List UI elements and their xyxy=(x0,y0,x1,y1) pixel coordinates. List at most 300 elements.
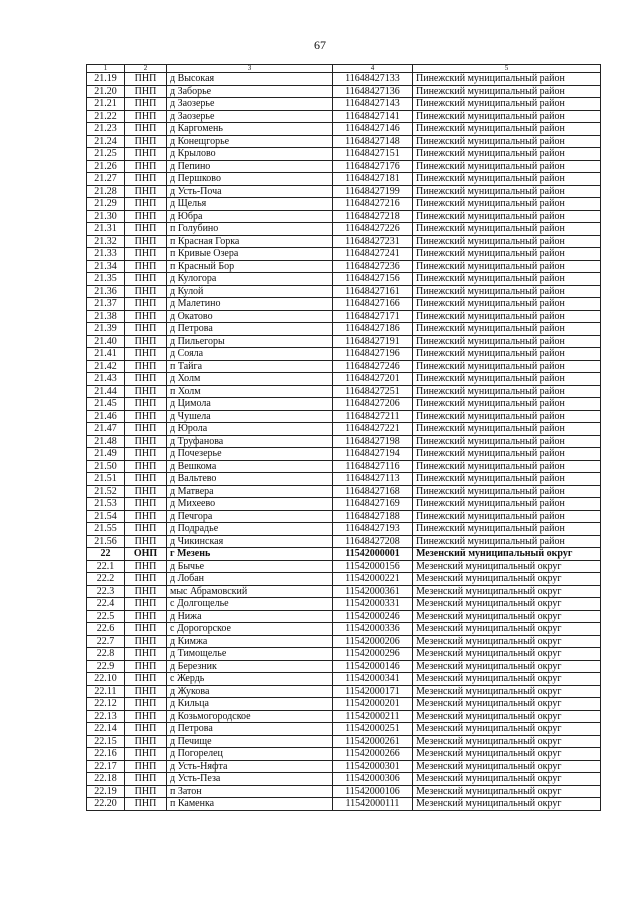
cell-settlement-name: д Погорелец xyxy=(167,748,333,761)
cell-type: ПНП xyxy=(125,210,167,223)
cell-number: 22.9 xyxy=(87,660,125,673)
cell-code: 11648427146 xyxy=(333,123,413,136)
table-row xyxy=(87,710,601,723)
cell-type: ПНП xyxy=(125,335,167,348)
cell-type: ПНП xyxy=(125,298,167,311)
table-row xyxy=(87,648,601,661)
cell-district: Пинежский муниципальный район xyxy=(413,510,601,523)
cell-district: Пинежский муниципальный район xyxy=(413,198,601,211)
cell-district: Пинежский муниципальный район xyxy=(413,98,601,111)
cell-type: ПНП xyxy=(125,173,167,186)
cell-type: ПНП xyxy=(125,598,167,611)
cell-type: ПНП xyxy=(125,260,167,273)
cell-number: 22.3 xyxy=(87,585,125,598)
table-row xyxy=(87,248,601,261)
cell-type: ПНП xyxy=(125,560,167,573)
cell-code: 11648427206 xyxy=(333,398,413,411)
table-row xyxy=(87,635,601,648)
cell-code: 11542000336 xyxy=(333,623,413,636)
cell-settlement-name: д Кимжа xyxy=(167,635,333,648)
cell-number: 21.34 xyxy=(87,260,125,273)
cell-settlement-name: д Усть-Поча xyxy=(167,185,333,198)
cell-type: ПНП xyxy=(125,660,167,673)
cell-type: ПНП xyxy=(125,235,167,248)
cell-district: Пинежский муниципальный район xyxy=(413,448,601,461)
table-row xyxy=(87,685,601,698)
cell-number: 21.36 xyxy=(87,285,125,298)
cell-district: Пинежский муниципальный район xyxy=(413,210,601,223)
cell-settlement-name: г Мезень xyxy=(167,548,333,561)
cell-district: Пинежский муниципальный район xyxy=(413,235,601,248)
cell-district: Мезенский муниципальный округ xyxy=(413,798,601,811)
cell-type: ПНП xyxy=(125,535,167,548)
cell-district: Пинежский муниципальный район xyxy=(413,223,601,236)
table-row xyxy=(87,448,601,461)
table-row xyxy=(87,623,601,636)
cell-settlement-name: д Першково xyxy=(167,173,333,186)
table-row xyxy=(87,85,601,98)
cell-number: 22.8 xyxy=(87,648,125,661)
cell-settlement-name: д Каргомень xyxy=(167,123,333,136)
cell-number: 21.54 xyxy=(87,510,125,523)
cell-code: 11648427226 xyxy=(333,223,413,236)
cell-settlement-name: д Матвера xyxy=(167,485,333,498)
cell-type: ПНП xyxy=(125,798,167,811)
cell-district: Мезенский муниципальный округ xyxy=(413,673,601,686)
cell-type: ПНП xyxy=(125,723,167,736)
cell-type: ПНП xyxy=(125,623,167,636)
table-row xyxy=(87,523,601,536)
table-row xyxy=(87,98,601,111)
cell-settlement-name: д Конещгорье xyxy=(167,135,333,148)
cell-type: ПНП xyxy=(125,510,167,523)
cell-settlement-name: д Подрадье xyxy=(167,523,333,536)
cell-settlement-name: д Заозерье xyxy=(167,110,333,123)
cell-settlement-name: д Усть-Няфта xyxy=(167,760,333,773)
cell-type: ПНП xyxy=(125,585,167,598)
cell-type: ПНП xyxy=(125,710,167,723)
cell-settlement-name: д Кильца xyxy=(167,698,333,711)
cell-district: Пинежский муниципальный район xyxy=(413,273,601,286)
header-col-type: 2 xyxy=(125,65,167,73)
table-row xyxy=(87,735,601,748)
cell-type: ПНП xyxy=(125,760,167,773)
cell-number: 22.19 xyxy=(87,785,125,798)
cell-number: 22.10 xyxy=(87,673,125,686)
cell-settlement-name: д Печище xyxy=(167,735,333,748)
table-row xyxy=(87,260,601,273)
cell-type: ПНП xyxy=(125,385,167,398)
cell-number: 21.29 xyxy=(87,198,125,211)
table-header xyxy=(87,65,601,73)
cell-type: ПНП xyxy=(125,85,167,98)
cell-type: ПНП xyxy=(125,148,167,161)
cell-type: ПНП xyxy=(125,648,167,661)
cell-settlement-name: д Юбра xyxy=(167,210,333,223)
cell-code: 11648427176 xyxy=(333,160,413,173)
cell-type: ПНП xyxy=(125,360,167,373)
cell-code: 11648427246 xyxy=(333,360,413,373)
cell-number: 21.50 xyxy=(87,460,125,473)
table-row xyxy=(87,423,601,436)
cell-type: ПНП xyxy=(125,223,167,236)
cell-district: Пинежский муниципальный район xyxy=(413,523,601,536)
cell-settlement-name: п Каменка xyxy=(167,798,333,811)
cell-district: Мезенский муниципальный округ xyxy=(413,773,601,786)
cell-district: Мезенский муниципальный округ xyxy=(413,560,601,573)
cell-code: 11542000246 xyxy=(333,610,413,623)
cell-code: 11542000106 xyxy=(333,785,413,798)
table-row xyxy=(87,160,601,173)
cell-settlement-name: д Бычье xyxy=(167,560,333,573)
cell-code: 11648427198 xyxy=(333,435,413,448)
cell-code: 11542000001 xyxy=(333,548,413,561)
cell-number: 21.28 xyxy=(87,185,125,198)
cell-code: 11648427193 xyxy=(333,523,413,536)
cell-settlement-name: д Березник xyxy=(167,660,333,673)
cell-type: ПНП xyxy=(125,748,167,761)
cell-code: 11542000331 xyxy=(333,598,413,611)
cell-number: 21.31 xyxy=(87,223,125,236)
cell-settlement-name: с Долгощелье xyxy=(167,598,333,611)
cell-district: Пинежский муниципальный район xyxy=(413,435,601,448)
cell-district: Пинежский муниципальный район xyxy=(413,398,601,411)
table-row xyxy=(87,373,601,386)
cell-district: Мезенский муниципальный округ xyxy=(413,585,601,598)
cell-type: ПНП xyxy=(125,473,167,486)
cell-number: 21.25 xyxy=(87,148,125,161)
cell-settlement-name: д Холм xyxy=(167,373,333,386)
cell-code: 11648427143 xyxy=(333,98,413,111)
header-col-code: 4 xyxy=(333,65,413,73)
cell-code: 11542000266 xyxy=(333,748,413,761)
table-row xyxy=(87,323,601,336)
cell-code: 11648427148 xyxy=(333,135,413,148)
cell-number: 21.53 xyxy=(87,498,125,511)
table-row xyxy=(87,310,601,323)
header-row xyxy=(87,65,601,73)
cell-number: 22.1 xyxy=(87,560,125,573)
cell-code: 11648427208 xyxy=(333,535,413,548)
table-row xyxy=(87,210,601,223)
cell-code: 11648427201 xyxy=(333,373,413,386)
cell-number: 22.2 xyxy=(87,573,125,586)
table-row xyxy=(87,585,601,598)
cell-number: 21.47 xyxy=(87,423,125,436)
cell-settlement-name: д Цимола xyxy=(167,398,333,411)
cell-district: Пинежский муниципальный район xyxy=(413,85,601,98)
table-row xyxy=(87,673,601,686)
cell-type: ПНП xyxy=(125,373,167,386)
cell-type: ПНП xyxy=(125,698,167,711)
table-row xyxy=(87,335,601,348)
table-row xyxy=(87,485,601,498)
cell-district: Мезенский муниципальный округ xyxy=(413,573,601,586)
cell-code: 11648427194 xyxy=(333,448,413,461)
cell-type: ОНП xyxy=(125,548,167,561)
cell-district: Пинежский муниципальный район xyxy=(413,135,601,148)
cell-number: 21.22 xyxy=(87,110,125,123)
cell-number: 21.30 xyxy=(87,210,125,223)
cell-type: ПНП xyxy=(125,323,167,336)
cell-number: 22.12 xyxy=(87,698,125,711)
cell-settlement-name: д Кулой xyxy=(167,285,333,298)
cell-settlement-name: д Заборье xyxy=(167,85,333,98)
table-row xyxy=(87,610,601,623)
cell-type: ПНП xyxy=(125,498,167,511)
cell-type: ПНП xyxy=(125,735,167,748)
cell-district: Пинежский муниципальный район xyxy=(413,73,601,86)
cell-district: Мезенский муниципальный округ xyxy=(413,735,601,748)
cell-number: 22 xyxy=(87,548,125,561)
cell-code: 11542000221 xyxy=(333,573,413,586)
table-row xyxy=(87,798,601,811)
cell-code: 11648427221 xyxy=(333,423,413,436)
table-row xyxy=(87,760,601,773)
header-col-district: 5 xyxy=(413,65,601,73)
cell-type: ПНП xyxy=(125,410,167,423)
table-row xyxy=(87,123,601,136)
table-body xyxy=(87,73,601,811)
table-row xyxy=(87,498,601,511)
cell-district: Пинежский муниципальный район xyxy=(413,148,601,161)
cell-district: Пинежский муниципальный район xyxy=(413,460,601,473)
cell-number: 21.44 xyxy=(87,385,125,398)
cell-district: Пинежский муниципальный район xyxy=(413,348,601,361)
cell-settlement-name: д Малетино xyxy=(167,298,333,311)
cell-district: Мезенский муниципальный округ xyxy=(413,635,601,648)
cell-code: 11648427166 xyxy=(333,298,413,311)
table-row xyxy=(87,660,601,673)
cell-code: 11542000211 xyxy=(333,710,413,723)
cell-type: ПНП xyxy=(125,110,167,123)
cell-district: Пинежский муниципальный район xyxy=(413,410,601,423)
cell-number: 22.17 xyxy=(87,760,125,773)
cell-code: 11542000251 xyxy=(333,723,413,736)
table-row xyxy=(87,198,601,211)
cell-type: ПНП xyxy=(125,673,167,686)
cell-code: 11542000146 xyxy=(333,660,413,673)
cell-settlement-name: д Пильегоры xyxy=(167,335,333,348)
cell-type: ПНП xyxy=(125,248,167,261)
cell-code: 11648427181 xyxy=(333,173,413,186)
settlements-table xyxy=(86,64,601,811)
cell-code: 11542000301 xyxy=(333,760,413,773)
table-row xyxy=(87,135,601,148)
table-row xyxy=(87,273,601,286)
cell-number: 22.20 xyxy=(87,798,125,811)
cell-code: 11648427188 xyxy=(333,510,413,523)
cell-number: 21.21 xyxy=(87,98,125,111)
table-row xyxy=(87,510,601,523)
cell-type: ПНП xyxy=(125,398,167,411)
cell-district: Мезенский муниципальный округ xyxy=(413,623,601,636)
cell-district: Пинежский муниципальный район xyxy=(413,260,601,273)
cell-settlement-name: д Петрова xyxy=(167,723,333,736)
cell-code: 11648427136 xyxy=(333,85,413,98)
table-row xyxy=(87,235,601,248)
table-row xyxy=(87,773,601,786)
cell-district: Пинежский муниципальный район xyxy=(413,248,601,261)
cell-code: 11648427141 xyxy=(333,110,413,123)
page-number: 67 xyxy=(314,38,326,52)
cell-code: 11648427168 xyxy=(333,485,413,498)
cell-code: 11648427133 xyxy=(333,73,413,86)
table-row xyxy=(87,598,601,611)
cell-number: 21.46 xyxy=(87,410,125,423)
cell-code: 11648427116 xyxy=(333,460,413,473)
cell-type: ПНП xyxy=(125,435,167,448)
table-row xyxy=(87,560,601,573)
cell-number: 21.19 xyxy=(87,73,125,86)
table-row xyxy=(87,185,601,198)
cell-code: 11648427171 xyxy=(333,310,413,323)
cell-number: 21.56 xyxy=(87,535,125,548)
cell-number: 21.27 xyxy=(87,173,125,186)
cell-settlement-name: д Нижа xyxy=(167,610,333,623)
cell-number: 22.15 xyxy=(87,735,125,748)
cell-district: Пинежский муниципальный район xyxy=(413,173,601,186)
table-row xyxy=(87,73,601,86)
header-col-number: 1 xyxy=(87,65,125,73)
cell-district: Мезенский муниципальный округ xyxy=(413,598,601,611)
table-row xyxy=(87,435,601,448)
table-row xyxy=(87,473,601,486)
cell-code: 11648427236 xyxy=(333,260,413,273)
cell-code: 11648427241 xyxy=(333,248,413,261)
cell-code: 11648427216 xyxy=(333,198,413,211)
cell-code: 11648427191 xyxy=(333,335,413,348)
cell-number: 22.4 xyxy=(87,598,125,611)
cell-number: 21.23 xyxy=(87,123,125,136)
table-row xyxy=(87,173,601,186)
cell-settlement-name: д Тимощелье xyxy=(167,648,333,661)
cell-district: Мезенский муниципальный округ xyxy=(413,723,601,736)
cell-type: ПНП xyxy=(125,685,167,698)
cell-number: 21.38 xyxy=(87,310,125,323)
cell-settlement-name: п Голубино xyxy=(167,223,333,236)
cell-settlement-name: п Затон xyxy=(167,785,333,798)
cell-code: 11648427161 xyxy=(333,285,413,298)
cell-settlement-name: д Щелья xyxy=(167,198,333,211)
cell-number: 21.42 xyxy=(87,360,125,373)
cell-number: 21.49 xyxy=(87,448,125,461)
table-row xyxy=(87,460,601,473)
cell-type: ПНП xyxy=(125,485,167,498)
cell-district: Пинежский муниципальный район xyxy=(413,323,601,336)
cell-settlement-name: д Вешкома xyxy=(167,460,333,473)
cell-district: Пинежский муниципальный район xyxy=(413,123,601,136)
cell-district: Пинежский муниципальный район xyxy=(413,373,601,386)
cell-code: 11648427251 xyxy=(333,385,413,398)
header-col-name: 3 xyxy=(167,65,333,73)
cell-code: 11648427169 xyxy=(333,498,413,511)
table-row xyxy=(87,723,601,736)
cell-code: 11648427186 xyxy=(333,323,413,336)
cell-settlement-name: д Кулогора xyxy=(167,273,333,286)
cell-number: 22.5 xyxy=(87,610,125,623)
cell-type: ПНП xyxy=(125,785,167,798)
cell-settlement-name: д Жукова xyxy=(167,685,333,698)
table-row xyxy=(87,285,601,298)
cell-code: 11648427156 xyxy=(333,273,413,286)
cell-district: Мезенский муниципальный округ xyxy=(413,648,601,661)
cell-number: 21.40 xyxy=(87,335,125,348)
cell-settlement-name: д Труфанова xyxy=(167,435,333,448)
cell-type: ПНП xyxy=(125,73,167,86)
cell-settlement-name: с Жердь xyxy=(167,673,333,686)
cell-type: ПНП xyxy=(125,423,167,436)
table-row xyxy=(87,698,601,711)
cell-code: 11542000111 xyxy=(333,798,413,811)
cell-district: Пинежский муниципальный район xyxy=(413,310,601,323)
cell-type: ПНП xyxy=(125,98,167,111)
cell-settlement-name: д Юрола xyxy=(167,423,333,436)
cell-number: 21.35 xyxy=(87,273,125,286)
cell-district: Мезенский муниципальный округ xyxy=(413,710,601,723)
cell-settlement-name: п Кривые Озера xyxy=(167,248,333,261)
cell-type: ПНП xyxy=(125,123,167,136)
cell-settlement-name: с Дорогорское xyxy=(167,623,333,636)
cell-settlement-name: д Почезерье xyxy=(167,448,333,461)
cell-district: Пинежский муниципальный район xyxy=(413,110,601,123)
cell-type: ПНП xyxy=(125,348,167,361)
cell-number: 21.24 xyxy=(87,135,125,148)
cell-settlement-name: п Тайга xyxy=(167,360,333,373)
cell-code: 11648427211 xyxy=(333,410,413,423)
table-row xyxy=(87,223,601,236)
cell-code: 11648427151 xyxy=(333,148,413,161)
cell-code: 11542000306 xyxy=(333,773,413,786)
cell-district: Пинежский муниципальный район xyxy=(413,160,601,173)
cell-district: Мезенский муниципальный округ xyxy=(413,698,601,711)
cell-district: Мезенский муниципальный округ xyxy=(413,685,601,698)
cell-number: 21.45 xyxy=(87,398,125,411)
cell-code: 11648427231 xyxy=(333,235,413,248)
cell-number: 21.43 xyxy=(87,373,125,386)
cell-district: Пинежский муниципальный район xyxy=(413,335,601,348)
cell-number: 21.20 xyxy=(87,85,125,98)
cell-settlement-name: д Михеево xyxy=(167,498,333,511)
cell-settlement-name: п Холм xyxy=(167,385,333,398)
cell-type: ПНП xyxy=(125,135,167,148)
cell-number: 21.32 xyxy=(87,235,125,248)
cell-district: Мезенский муниципальный округ xyxy=(413,760,601,773)
cell-type: ПНП xyxy=(125,573,167,586)
cell-district: Мезенский муниципальный округ xyxy=(413,785,601,798)
cell-district: Пинежский муниципальный район xyxy=(413,485,601,498)
cell-code: 11542000296 xyxy=(333,648,413,661)
cell-number: 22.13 xyxy=(87,710,125,723)
cell-code: 11648427113 xyxy=(333,473,413,486)
cell-settlement-name: д Заозерье xyxy=(167,98,333,111)
cell-district: Мезенский муниципальный округ xyxy=(413,748,601,761)
cell-number: 21.52 xyxy=(87,485,125,498)
cell-code: 11542000171 xyxy=(333,685,413,698)
table-row xyxy=(87,385,601,398)
table-row xyxy=(87,548,601,561)
table-row xyxy=(87,148,601,161)
cell-number: 21.51 xyxy=(87,473,125,486)
table-row xyxy=(87,410,601,423)
cell-type: ПНП xyxy=(125,285,167,298)
cell-type: ПНП xyxy=(125,198,167,211)
cell-type: ПНП xyxy=(125,448,167,461)
cell-district: Пинежский муниципальный район xyxy=(413,385,601,398)
cell-code: 11542000261 xyxy=(333,735,413,748)
cell-settlement-name: д Петрова xyxy=(167,323,333,336)
cell-type: ПНП xyxy=(125,160,167,173)
